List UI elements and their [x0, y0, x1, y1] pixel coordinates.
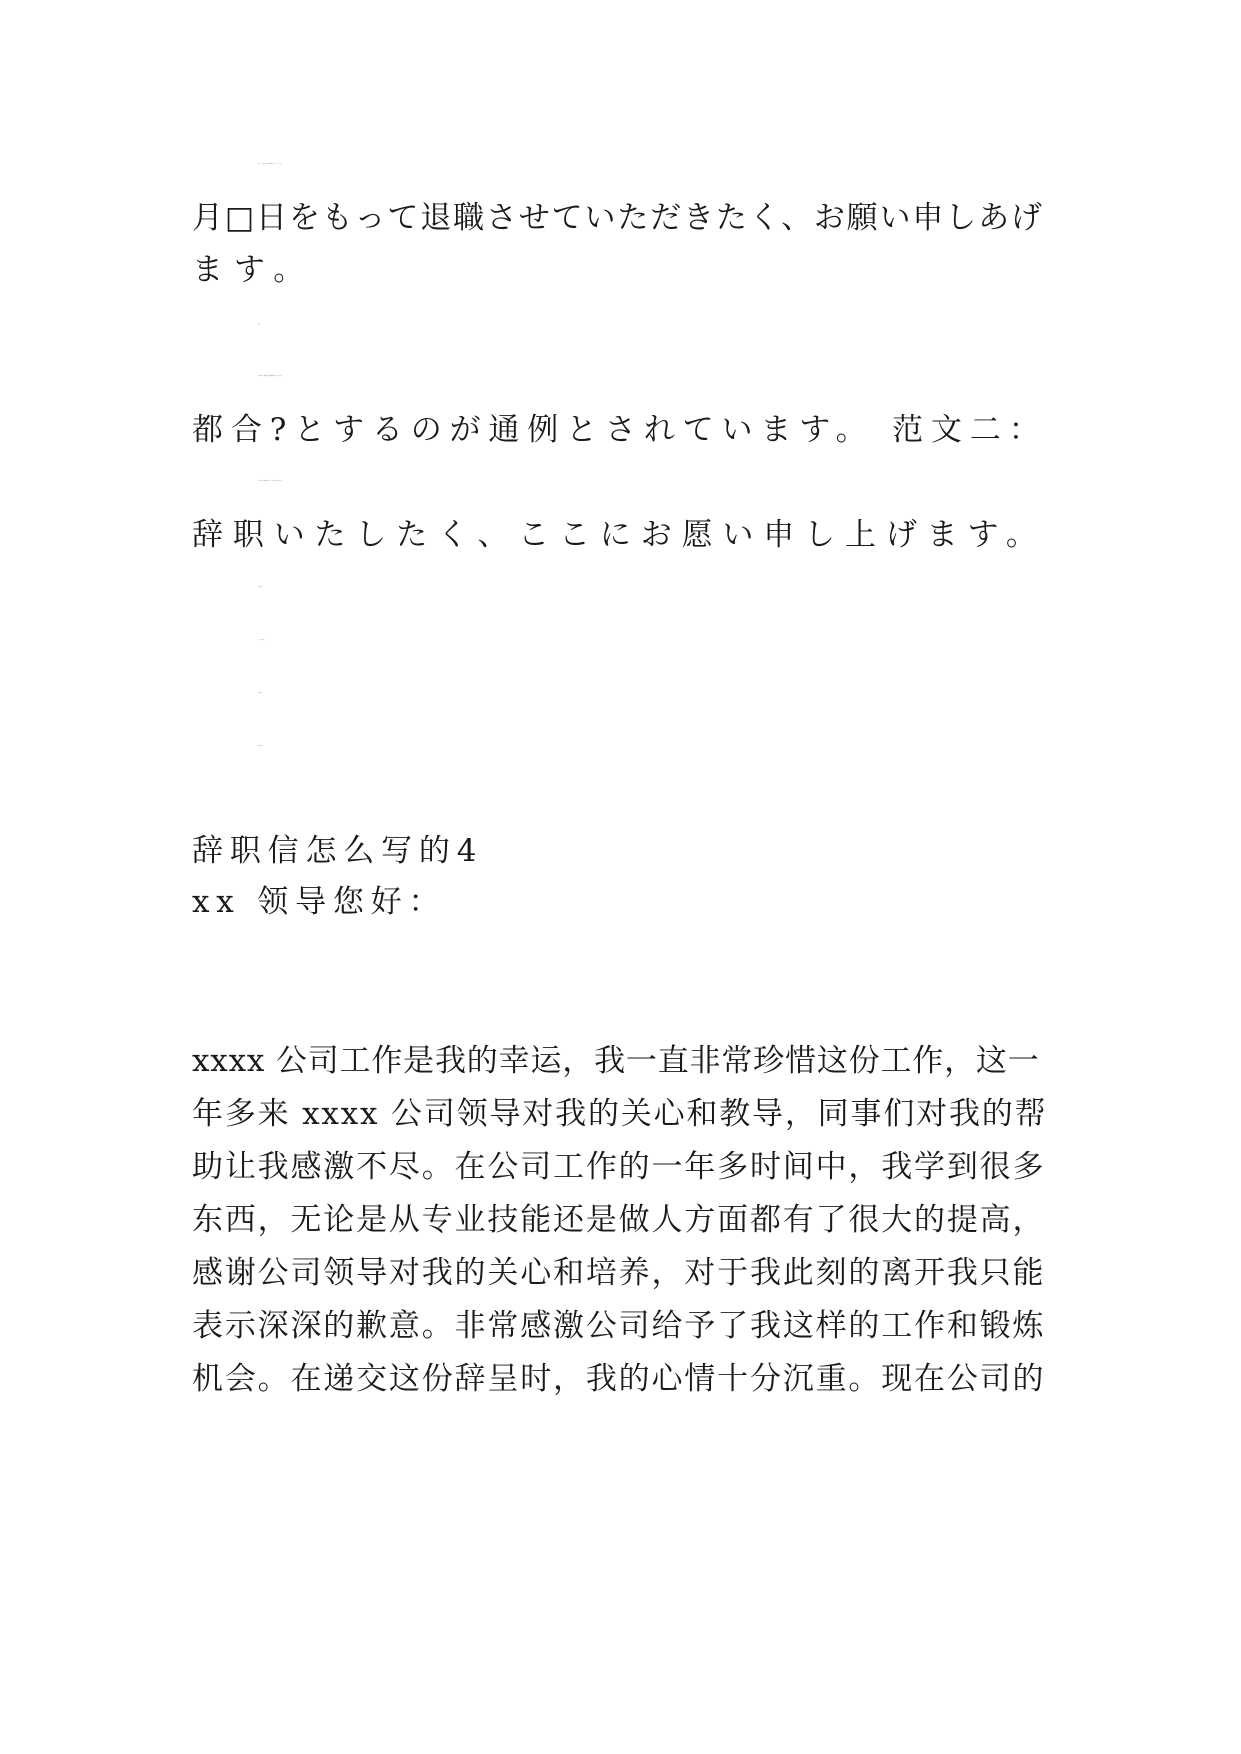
paragraph-line: 株式会社〇〇 — [258, 746, 264, 747]
paragraph-line: 辞职信怎么写的4 — [192, 833, 484, 869]
paragraph-line: 以上 — [258, 324, 260, 325]
paragraph-line: 辞职いたしたく、ここにお愿い申し上げます。 — [192, 517, 1047, 553]
paragraph-line: 月□日をもって退職させていただきたく、お願い申しあげ — [192, 200, 1044, 236]
paragraph-line: 氏名印 — [258, 693, 261, 694]
paragraph-line: 平成年月日 — [258, 587, 263, 588]
paragraph-line: 〇〇部 ×× 课 — [258, 640, 265, 641]
paragraph-line: ます。 — [192, 252, 316, 288]
paragraph-line: 机会。在递交这份辞呈时，我的心情十分沉重。现在公司的 — [192, 1361, 1046, 1397]
paragraph-line: xx 领导您好： — [192, 884, 447, 920]
paragraph-line: xxxx 公司工作是我的幸运，我一直非常珍惜这份工作，这一 — [192, 1043, 1040, 1079]
paragraph-line: 助让我感激不尽。在公司工作的一年多时间中，我学到很多 — [192, 1149, 1046, 1185]
paragraph-line: 表示深深的歉意。非常感激公司给予了我这样的工作和锻炼 — [192, 1308, 1046, 1344]
paragraph-line: 感谢公司领导对我的关心和培养，对于我此刻的离开我只能 — [192, 1255, 1046, 1291]
paragraph-line — [258, 988, 1118, 1028]
paragraph-line: 东西，无论是从专业技能还是做人方面都有了很大的提高， — [192, 1202, 1046, 1238]
paragraph-line: 都合?とするのが通例とされています。 范文二： — [192, 412, 1048, 448]
paragraph-line: この度一身上の都合により、平成年月日をもちまして — [258, 481, 282, 482]
paragraph-line: 一般的には、退職の事由を具体的に記さず?一身上の — [258, 376, 282, 377]
paragraph-line — [258, 780, 1118, 820]
paragraph-line — [258, 935, 1118, 975]
paragraph-line: 年多来 xxxx 公司领导对我的关心和教导，同事们对我的帮 — [192, 1096, 1048, 1132]
paragraph-line: 私こと、このたび一身上の都合により、□□□□年□ — [258, 164, 282, 165]
